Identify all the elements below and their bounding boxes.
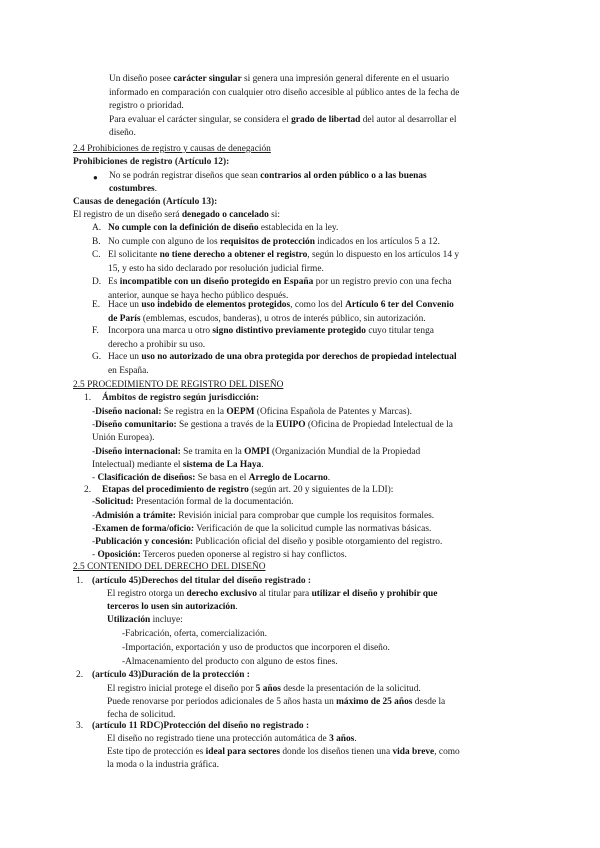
list-number: 1. <box>84 393 92 403</box>
article-43-title: (artículo 43)Duración de la protección : <box>92 670 250 680</box>
bold-text: Publicación y concesión: <box>95 537 194 547</box>
text-run: Verificación de que la solicitud cumple las normativas básicas. <box>194 524 432 534</box>
article-45-line-2 <box>107 601 238 615</box>
text-run: Publicación oficial del diseño y posible otorgamiento del registro. <box>193 537 443 547</box>
text-run: - <box>92 524 96 534</box>
bold-text: grado de libertad <box>291 115 361 125</box>
text-run: establecida en la ley. <box>258 223 339 233</box>
bold-text: No cumple con la definición de diseño <box>108 223 259 233</box>
denial-item-marker: B. <box>92 237 101 247</box>
bold-text: ideal para sectores <box>205 747 280 757</box>
text-run: . <box>261 460 264 470</box>
bullet-dot-icon: ● <box>93 173 98 182</box>
text-run: , como <box>434 747 460 757</box>
bold-text: Diseño internacional: <box>95 447 181 457</box>
text-run: - <box>92 550 98 560</box>
denial-item-text <box>108 263 324 277</box>
text-run: . <box>154 184 158 194</box>
denial-item-text <box>108 325 434 339</box>
text-run: , según lo dispuesto en los artículos 14 y <box>307 250 460 260</box>
bold-text: utilizar el diseño y prohibir que <box>311 589 438 599</box>
article-11-line-3: la moda o la industria gráfica. <box>107 760 219 770</box>
bold-text: de París <box>108 313 141 324</box>
text-run: Hace un <box>108 352 142 362</box>
denial-item-text <box>108 236 440 250</box>
text-run: Terceros pueden oponerse al registro si hay conflictos. <box>140 550 347 560</box>
denial-item-text <box>108 339 205 353</box>
denial-item-marker: G. <box>92 352 102 362</box>
list-number: 1. <box>76 576 84 586</box>
text-run: . <box>235 602 238 612</box>
text-run: Se tramita en la <box>180 447 245 457</box>
denial-item-text <box>108 299 454 313</box>
bold-text: terceros lo usen sin autorización <box>107 602 236 612</box>
bold-text: sistema de La Haya <box>182 460 262 470</box>
text-run: - <box>92 497 96 507</box>
article-45-line-1 <box>107 588 437 602</box>
text-run: Se basa en el <box>195 473 249 483</box>
text-run: (Oficina de Propiedad Intelectual de la <box>305 420 453 430</box>
text-run: No cumple con alguno de los <box>108 237 220 247</box>
list-number: 3. <box>76 721 84 731</box>
text-run: El registro otorga un <box>107 589 187 599</box>
text-run: El diseño no registrado tiene una protección automática de <box>107 734 330 744</box>
text-run: al titular para <box>256 589 312 599</box>
list-number: 2. <box>84 485 92 495</box>
text-run: Es <box>108 277 120 287</box>
prohibitions-title: Prohibiciones de registro (Artículo 12): <box>73 157 230 167</box>
text-run: - <box>92 511 96 521</box>
intro-line-1 <box>109 73 449 87</box>
bold-text: máximo de 25 años <box>336 697 413 707</box>
denial-item-marker: E. <box>92 300 101 310</box>
denial-item-marker: A. <box>92 223 102 233</box>
denial-intro <box>73 209 280 223</box>
article-43-line-1 <box>107 683 421 697</box>
text-run: El solicitante <box>108 250 160 260</box>
bold-text: Examen de forma/oficio: <box>95 524 195 534</box>
bold-text: OEPM <box>226 407 255 417</box>
text-run: Puede renovarse por periodos adicionales de 5 años hasta un <box>107 697 337 707</box>
text-run: del autor al desarrollar el <box>360 115 457 125</box>
bold-text: Etapas del procedimiento de registro <box>102 485 249 495</box>
bold-text: Arreglo de Locarno <box>248 473 328 483</box>
text-run: (Oficina Española de Patentes y Marcas). <box>254 407 412 417</box>
jurisdiction-title: Ámbitos de registro según jurisdicción: <box>102 393 259 403</box>
bold-text: requisitos de protección <box>219 237 315 247</box>
denial-item-text <box>108 351 457 365</box>
text-run: (según art. 20 y siguientes de la LDI): <box>248 485 394 495</box>
intro-line-3: registro o prioridad. <box>109 101 184 111</box>
text-run: cuyo titular tenga <box>365 326 434 336</box>
text-run: Presentación formal de la documentación. <box>133 497 294 507</box>
section-heading-2-4: 2.4 Prohibiciones de registro y causas de denegación <box>73 144 271 154</box>
text-run: (emblemas, escudos, banderas), u otros de interés público, sin autorización. <box>140 313 426 324</box>
article-43-line-2 <box>107 696 445 710</box>
procedure-stage-item <box>92 523 431 537</box>
denial-item-text <box>108 249 459 263</box>
jurisdiction-item <box>92 419 453 433</box>
jurisdiction-item <box>92 406 412 420</box>
text-run: desde la presentación de la solicitud. <box>280 684 421 694</box>
text-run: si: <box>268 210 281 220</box>
intro-line-4 <box>109 114 456 128</box>
text-run: . <box>354 734 357 744</box>
bold-text: Artículo 6 ter del Convenio <box>345 300 454 310</box>
text-run: - <box>92 537 96 547</box>
bold-text: signo distintivo previamente protegido <box>212 326 366 336</box>
bold-text: EUIPO <box>275 420 306 430</box>
bold-text: Utilización <box>107 615 151 625</box>
text-run: Este tipo de protección es <box>107 747 206 757</box>
utilization-item: -Importación, exportación y uso de productos que incorporen el diseño. <box>122 643 390 653</box>
text-run: El registro inicial protege el diseño por <box>107 684 256 694</box>
text-run: en España. <box>108 365 149 376</box>
bold-text: uso indebido de elementos protegidos <box>141 300 291 310</box>
text-run: incluye: <box>150 615 183 625</box>
denial-title: Causas de denegación (Artículo 13): <box>73 197 218 207</box>
intro-line-2: informado en comparación con cualquier otro diseño accesible al público antes de la fecha de <box>109 88 460 98</box>
bold-text: no tiene derecho a obtener el registro <box>159 250 308 260</box>
jurisdiction-item <box>92 459 264 473</box>
text-run: - <box>92 447 96 457</box>
procedure-stage-item <box>92 510 434 524</box>
utilization-item: -Fabricación, oferta, comercialización. <box>122 629 267 639</box>
text-run: indicados en los artículos 5 a 12. <box>314 237 440 247</box>
bold-text: uso no autorizado de una obra protegida por derechos de propiedad intelectual <box>141 352 457 362</box>
prohibition-bullet-line-1 <box>109 170 427 184</box>
bold-text: costumbres <box>109 184 155 194</box>
bold-text: derecho exclusivo <box>186 589 257 599</box>
procedure-stage-item <box>92 496 294 510</box>
section-heading-2-5-content: 2.5 CONTENIDO DEL DERECHO DEL DISEÑO <box>73 562 266 572</box>
text-run: Unión Europea). <box>92 433 155 443</box>
bold-text: OMPI <box>244 447 270 457</box>
denial-item-text <box>108 365 149 379</box>
text-run: Hace un <box>108 300 142 310</box>
text-run: - <box>92 407 96 417</box>
bold-text: carácter singular <box>173 74 242 84</box>
text-run: por un registro previo con una fecha <box>313 277 452 287</box>
article-45-title: (artículo 45)Derechos del titular del diseño registrado : <box>92 576 311 586</box>
article-43-line-3: fecha de solicitud. <box>107 710 176 720</box>
text-run: - <box>92 420 96 430</box>
text-run: si genera una impresión general diferente en el usuario <box>241 74 450 84</box>
jurisdiction-item <box>92 432 154 446</box>
article-11-line-1 <box>107 733 357 747</box>
bold-text: incompatible con un diseño protegido en España <box>119 277 314 287</box>
article-11-title: (artículo 11 RDC)Protección del diseño no registrado : <box>92 721 310 731</box>
text-run: El registro de un diseño será <box>73 210 182 220</box>
bold-text: contrarios al orden público o a las buenas <box>260 171 427 181</box>
bold-text: Admisión a trámite: <box>95 511 176 521</box>
text-run: Se gestiona a través de la <box>176 420 276 430</box>
bold-text: 5 años <box>255 684 281 694</box>
text-run: derecho a prohibir su uso. <box>108 339 206 350</box>
text-run: Para evaluar el carácter singular, se considera el <box>109 115 292 125</box>
text-run: anterior, aunque se haya hecho público después. <box>108 290 289 301</box>
jurisdiction-item <box>92 446 420 460</box>
text-run: . <box>327 473 331 483</box>
section-heading-2-5-procedure: 2.5 PROCEDIMIENTO DE REGISTRO DEL DISEÑO <box>73 380 284 390</box>
denial-item-text <box>108 222 338 236</box>
denial-item-marker: D. <box>92 277 102 287</box>
denial-item-marker: F. <box>92 326 99 336</box>
utilization-item: -Almacenamiento del producto con alguno de estos fines. <box>122 657 338 667</box>
list-number: 2. <box>76 670 84 680</box>
bold-text: Solicitud: <box>95 497 134 507</box>
text-run: Revisión inicial para comprobar que cumple los requisitos formales. <box>175 511 435 521</box>
text-run: 15, y esto ha sido declarado por resolución judicial firme. <box>108 263 324 274</box>
bold-text: Clasificación de diseños: <box>97 473 196 483</box>
bold-text: denegado o cancelado <box>181 210 269 220</box>
bold-text: Diseño nacional: <box>95 407 162 417</box>
text-run: donde los diseños tienen una <box>279 747 393 757</box>
denial-item-text <box>108 313 426 327</box>
procedure-stage-item <box>92 536 442 550</box>
bold-text: vida breve <box>392 747 435 757</box>
denial-item-text <box>108 276 452 290</box>
text-run: Se registra en la <box>161 407 227 417</box>
text-run: desde la <box>412 697 446 707</box>
text-run: Incorpora una marca u otro <box>108 326 213 336</box>
prohibition-bullet-line-2 <box>109 183 157 197</box>
bold-text: 3 años <box>329 734 355 744</box>
text-run: Intelectual) mediante el <box>92 460 183 470</box>
utilization-label <box>107 614 183 628</box>
text-run: - <box>92 473 98 483</box>
bold-text: Oposición: <box>97 550 141 560</box>
intro-line-5: diseño. <box>109 128 136 138</box>
text-run: Un diseño posee <box>109 74 174 84</box>
article-11-line-2 <box>107 746 460 760</box>
text-run: , como los del <box>290 300 346 310</box>
bold-text: Diseño comunitario: <box>95 420 177 430</box>
text-run: (Organización Mundial de la Propiedad <box>269 447 421 457</box>
text-run: No se podrán registrar diseños que sean <box>109 171 261 181</box>
denial-item-marker: C. <box>92 250 101 260</box>
